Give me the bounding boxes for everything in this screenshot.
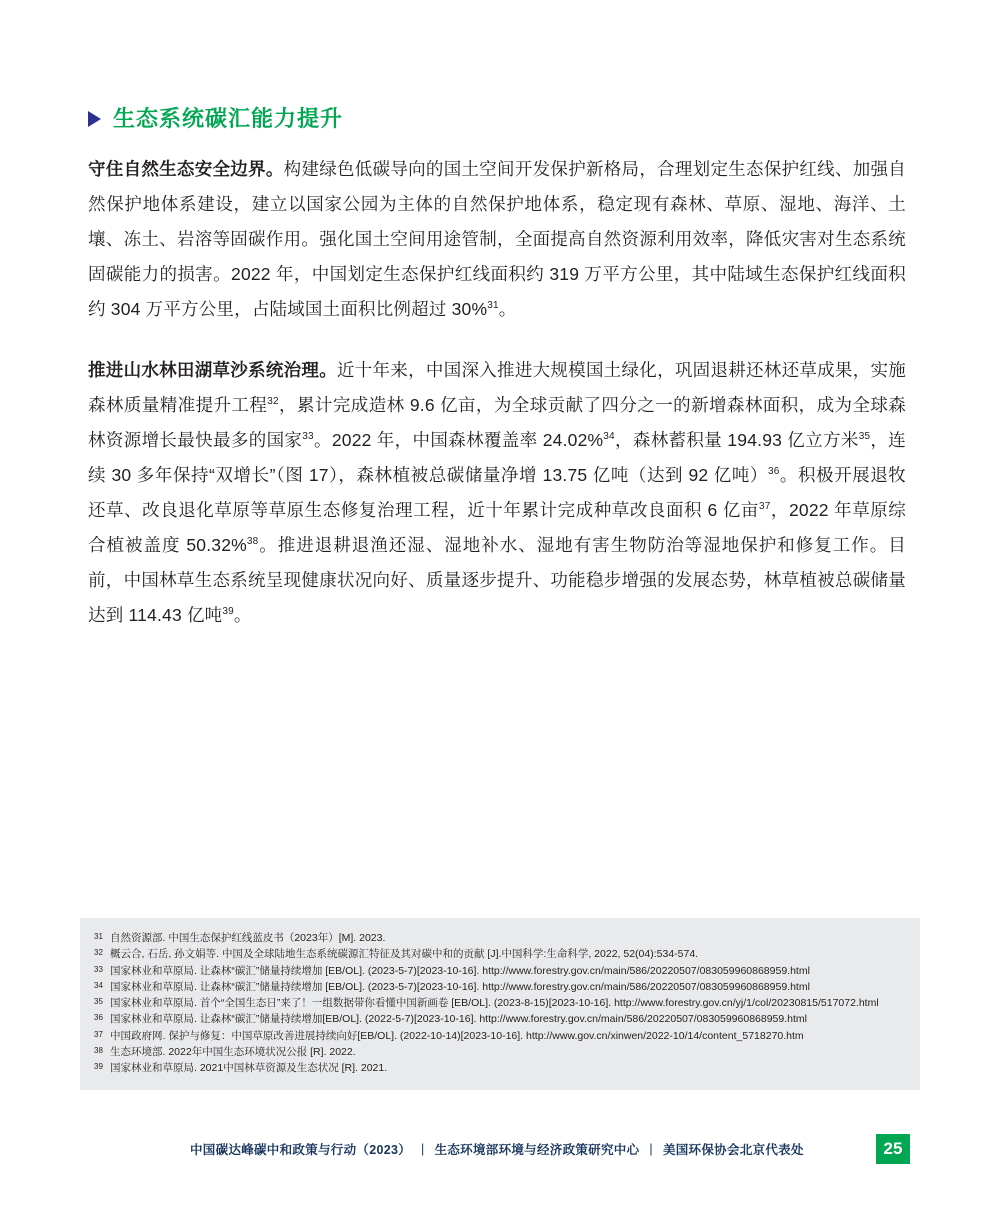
footnote-ref-39: 39 [222, 606, 234, 618]
paragraph-2-seg6: 。积极开展退牧还草、改良退化草原等草原生态修复治理工程，近十年累计完成种草改良面积 6 亿亩 [88, 465, 906, 520]
footnote-item [94, 946, 906, 962]
paragraph-2-seg7: ，2022 年草原综合植被盖度 50.32% [88, 500, 906, 555]
footnote-number: 39 [94, 1062, 103, 1072]
footnote-item [94, 1044, 906, 1060]
footnote-item [94, 995, 906, 1011]
footnote-ref-33: 33 [302, 431, 314, 443]
footnote-number: 35 [94, 997, 103, 1007]
section-title: 生态系统碳汇能力提升 [113, 106, 344, 131]
footnote-item [94, 930, 906, 946]
paragraph-1-tail: 。 [498, 299, 517, 319]
section-heading [88, 108, 343, 130]
footer-org-2: 美国环保协会北京代表处 [662, 1143, 804, 1157]
footnote-number: 34 [94, 980, 103, 990]
footnote-ref-31: 31 [487, 300, 499, 312]
footer-text [190, 1140, 804, 1158]
footnote-text: 生态环境部. 2022年中国生态环境状况公报 [R]. 2022. [110, 1045, 356, 1058]
footer-org-1: 生态环境部环境与经济政策研究中心 [434, 1143, 640, 1157]
footnote-ref-35: 35 [858, 431, 871, 443]
footnotes-block [80, 918, 920, 1090]
footnote-text: 自然资源部. 中国生态保护红线蓝皮书（2023年）[M]. 2023. [110, 932, 386, 944]
footnote-text: 国家林业和草原局. 让森林“碳汇”储量持续增加[EB/OL]. (2022-5-7)[2023-10-16]. http://www.forestry.gov.cn/main/586/20220507/083059960868959.html [110, 1013, 807, 1026]
footnote-item [94, 963, 906, 979]
footnote-item [94, 979, 906, 995]
footnote-ref-36: 36 [768, 466, 780, 478]
footnote-number: 32 [94, 948, 103, 958]
paragraph-2-seg2: ，累计完成造林 9.6 亿亩，为全球贡献了四分之一的新增森林面积，成为全球森林资源增长最快最多的国家 [88, 395, 906, 450]
paragraph-2-seg9: 。 [233, 605, 252, 625]
paragraph-2-seg3: 。2022 年，中国森林覆盖率 24.02% [313, 430, 604, 450]
footnote-item [94, 1060, 906, 1076]
footnote-ref-34: 34 [603, 431, 615, 443]
paragraph-2-seg4: ，森林蓄积量 194.93 亿立方米 [614, 430, 859, 450]
footnote-ref-37: 37 [759, 501, 771, 513]
footnote-text: 国家林业和草原局. 让森林“碳汇”储量持续增加 [EB/OL]. (2023-5-7)[2023-10-16]. http://www.forestry.gov.cn/main/586/20220507/083059960868959.html [110, 964, 810, 977]
footnote-ref-38: 38 [246, 536, 259, 548]
body-content [88, 152, 906, 659]
footnote-text: 国家林业和草原局. 首个“全国生态日”来了！一组数据带你看懂中国新画卷 [EB/OL]. (2023-8-15)[2023-10-16]. http://www.forestry.gov.cn/yj/1/col/20230815/517072.html [110, 997, 879, 1010]
footnote-number: 31 [94, 932, 103, 941]
page-footer [0, 1140, 992, 1174]
footnote-text: 中国政府网. 保护与修复：中国草原改善进展持续向好[EB/OL]. (2022-10-14)[2023-10-16]. http://www.gov.cn/xinwen/2022-10/14/content_5718270.htm [110, 1029, 804, 1042]
paragraph-2-seg1: 近十年来，中国深入推进大规模国土绿化，巩固退耕还林还草成果，实施森林质量精准提升工程 [88, 360, 906, 415]
triangle-right-icon [88, 111, 101, 127]
paragraph-2 [88, 353, 906, 633]
footnote-number: 33 [94, 964, 103, 974]
paragraph-1 [88, 152, 906, 327]
footnote-number: 37 [94, 1029, 103, 1039]
paragraph-2-seg5: ，连续 30 多年保持“双增长”（图 17），森林植被总碳储量净增 13.75 亿吨（达到 92 亿吨） [88, 430, 906, 485]
footnote-number: 38 [94, 1045, 103, 1055]
footnote-item [94, 1011, 906, 1027]
page-number-badge: 25 [876, 1134, 910, 1164]
footnote-ref-32: 32 [267, 396, 279, 408]
footnote-text: 国家林业和草原局. 让森林“碳汇”储量持续增加 [EB/OL]. (2023-5-7)[2023-10-16]. http://www.forestry.gov.cn/main/586/20220507/083059960868959.html [110, 980, 810, 993]
paragraph-2-seg8: 。推进退耕退渔还湿、湿地补水、湿地有害生物防治等湿地保护和修复工作。目前，中国林草生态系统呈现健康状况向好、质量逐步提升、功能稳步增强的发展态势，林草植被总碳储量达到 114.43 亿吨 [88, 535, 906, 625]
paragraph-2-lead: 推进山水林田湖草沙系统治理。 [88, 360, 337, 380]
paragraph-1-lead: 守住自然生态安全边界。 [88, 159, 284, 179]
footer-separator-2: | [649, 1142, 653, 1156]
footnote-item [94, 1028, 906, 1044]
footnote-number: 36 [94, 1013, 103, 1023]
footer-separator-1: | [421, 1142, 425, 1156]
paragraph-1-text: 构建绿色低碳导向的国土空间开发保护新格局，合理划定生态保护红线、加强自然保护地体系建设，建立以国家公园为主体的自然保护地体系，稳定现有森林、草原、湿地、海洋、土壤、冻土、岩溶等固碳作用。强化国土空间用途管制，全面提高自然资源利用效率，降低灾害对生态系统固碳能力的损害。2022 年，中国划定生态保护红线面积约 319 万平方公里，其中陆域生态保护红线面积约 304 万平方公里，占陆域国土面积比例超过 30% [88, 159, 907, 319]
footnote-text: 概云合, 石岳, 孙文娟等. 中国及全球陆地生态系统碳源汇特征及其对碳中和的贡献 [J].中国科学:生命科学, 2022, 52(04):534-574. [110, 948, 699, 961]
footer-title: 中国碳达峰碳中和政策与行动（2023） [190, 1143, 412, 1157]
footnote-text: 国家林业和草原局. 2021中国林草资源及生态状况 [R]. 2021. [110, 1062, 388, 1075]
